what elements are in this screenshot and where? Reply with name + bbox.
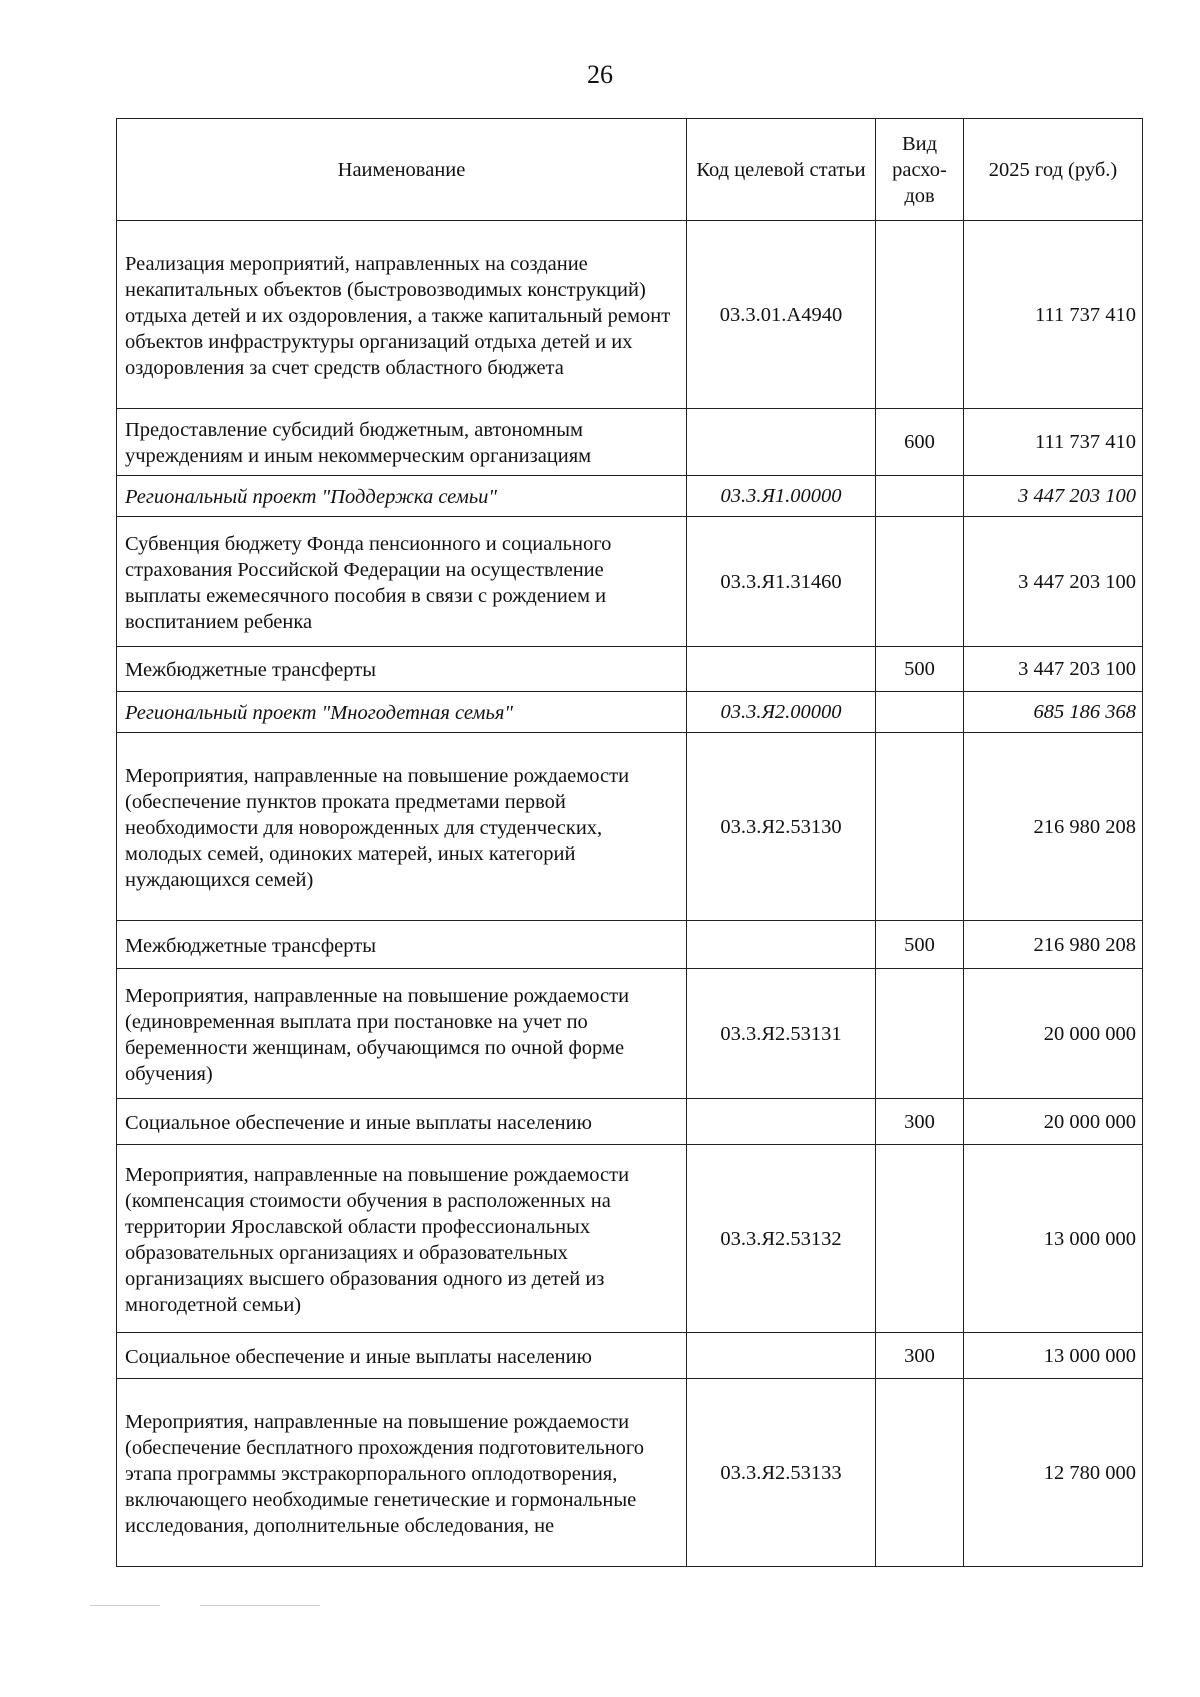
row-sum: 3 447 203 100 (964, 476, 1143, 517)
row-sum: 3 447 203 100 (964, 517, 1143, 647)
row-code: 03.3.01.А4940 (687, 221, 876, 409)
row-expense-type (876, 969, 964, 1099)
row-code: 03.3.Я2.53132 (687, 1145, 876, 1333)
header-row (117, 119, 1143, 221)
row-sum: 20 000 000 (964, 1099, 1143, 1145)
row-name: Мероприятия, направленные на повышение рождаемости (компенсация стоимости обучения в расположенных на территории Ярославской области профессиональных образовательных организациях и образовательных организациях высшего образования одного из детей из многодетной семьи) (117, 1145, 687, 1333)
row-sum: 13 000 000 (964, 1145, 1143, 1333)
row-sum: 111 737 410 (964, 409, 1143, 476)
table-row (117, 1099, 1143, 1145)
row-code (687, 409, 876, 476)
table-row (117, 1333, 1143, 1379)
table-row (117, 476, 1143, 517)
table-body (117, 221, 1143, 1567)
row-expense-type (876, 1379, 964, 1567)
header-name: Наименование (117, 119, 687, 221)
table-header (117, 119, 1143, 221)
row-name: Межбюджетные трансферты (117, 647, 687, 692)
row-sum: 12 780 000 (964, 1379, 1143, 1567)
row-code (687, 1099, 876, 1145)
row-expense-type (876, 517, 964, 647)
row-sum: 685 186 368 (964, 692, 1143, 733)
row-expense-type: 300 (876, 1333, 964, 1379)
row-expense-type: 300 (876, 1099, 964, 1145)
row-expense-type (876, 733, 964, 921)
row-name: Региональный проект "Поддержка семьи" (117, 476, 687, 517)
row-expense-type (876, 1145, 964, 1333)
table-row (117, 409, 1143, 476)
scan-artifact-line (200, 1605, 320, 1606)
row-code: 03.3.Я1.00000 (687, 476, 876, 517)
row-expense-type (876, 692, 964, 733)
row-code: 03.3.Я2.53130 (687, 733, 876, 921)
row-expense-type: 500 (876, 921, 964, 969)
table-row (117, 647, 1143, 692)
row-code: 03.3.Я2.00000 (687, 692, 876, 733)
row-code: 03.3.Я2.53131 (687, 969, 876, 1099)
row-name: Субвенция бюджету Фонда пенсионного и социального страхования Российской Федерации на осуществление выплаты ежемесячного пособия в связи с рождением и воспитанием ребенка (117, 517, 687, 647)
row-sum: 20 000 000 (964, 969, 1143, 1099)
header-expense-type: Вид расхо-дов (876, 119, 964, 221)
table-row (117, 1379, 1143, 1567)
row-expense-type: 500 (876, 647, 964, 692)
row-expense-type (876, 476, 964, 517)
row-name: Межбюджетные трансферты (117, 921, 687, 969)
header-code: Код целевой статьи (687, 119, 876, 221)
scan-artifact-line (90, 1605, 160, 1606)
row-name: Мероприятия, направленные на повышение рождаемости (единовременная выплата при постановке на учет по беременности женщинам, обучающимся по очной форме обучения) (117, 969, 687, 1099)
page-number: 26 (587, 60, 613, 89)
row-name: Мероприятия, направленные на повышение рождаемости (обеспечение бесплатного прохождения подготовительного этапа программы экстракорпорального оплодотворения, включающего необходимые генетические и гормональные исследования, дополнительные обследования, не (117, 1379, 687, 1567)
row-code (687, 1333, 876, 1379)
row-code (687, 647, 876, 692)
row-expense-type (876, 221, 964, 409)
row-sum: 3 447 203 100 (964, 647, 1143, 692)
row-name: Мероприятия, направленные на повышение рождаемости (обеспечение пунктов проката предметами первой необходимости для новорожденных для студенческих, молодых семей, одиноких матерей, иных категорий нуждающихся семей) (117, 733, 687, 921)
row-name: Реализация мероприятий, направленных на создание некапитальных объектов (быстровозводимых конструкций) отдыха детей и их оздоровления, а также капитальный ремонт объектов инфраструктуры организаций отдыха детей и их оздоровления за счет средств областного бюджета (117, 221, 687, 409)
table-row (117, 692, 1143, 733)
table-row (117, 221, 1143, 409)
row-name: Социальное обеспечение и иные выплаты населению (117, 1099, 687, 1145)
budget-table (116, 118, 1143, 1567)
row-sum: 216 980 208 (964, 921, 1143, 969)
row-code: 03.3.Я2.53133 (687, 1379, 876, 1567)
row-sum: 216 980 208 (964, 733, 1143, 921)
row-expense-type: 600 (876, 409, 964, 476)
row-name: Предоставление субсидий бюджетным, автономным учреждениям и иным некоммерческим организациям (117, 409, 687, 476)
row-sum: 111 737 410 (964, 221, 1143, 409)
row-code (687, 921, 876, 969)
row-code: 03.3.Я1.31460 (687, 517, 876, 647)
table-row (117, 733, 1143, 921)
row-name: Социальное обеспечение и иные выплаты населению (117, 1333, 687, 1379)
table-row (117, 969, 1143, 1099)
header-sum-2025: 2025 год (руб.) (964, 119, 1143, 221)
table-row (117, 517, 1143, 647)
table-row (117, 921, 1143, 969)
row-name: Региональный проект "Многодетная семья" (117, 692, 687, 733)
row-sum: 13 000 000 (964, 1333, 1143, 1379)
table-row (117, 1145, 1143, 1333)
